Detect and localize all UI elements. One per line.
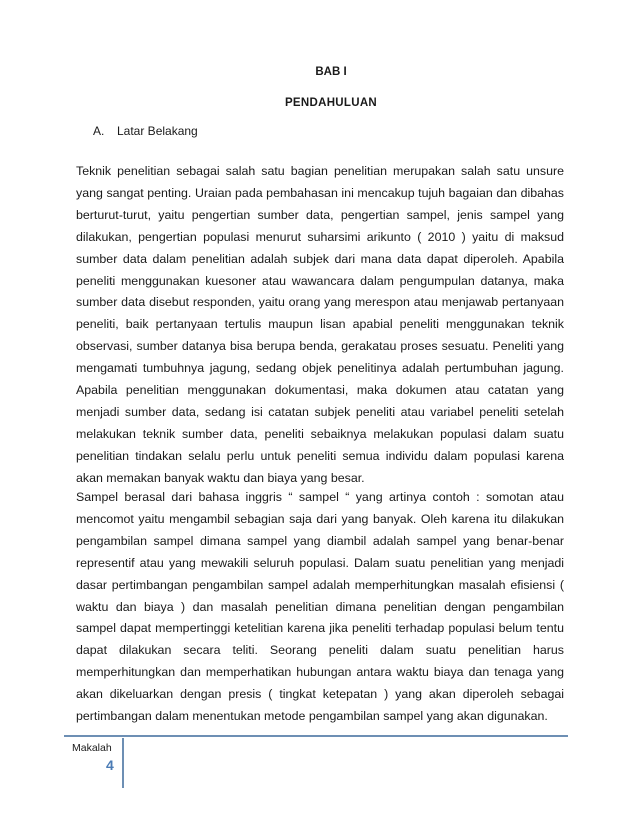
section-heading — [93, 124, 198, 138]
page-number: 4 — [106, 757, 114, 773]
section-title: Latar Belakang — [117, 124, 198, 138]
footer-rule — [64, 735, 568, 737]
body-paragraph-2: Sampel berasal dari bahasa inggris “ sampel “ yang artinya contoh : somotan atau mencomot yaitu mengambil sebagian saja dari yang banyak. Oleh karena itu dilakukan pengambilan sampel dimana sampel yang diambil adalah sampel yang benar-benar representif atau yang mewakili seluruh populasi. Dalam suatu penelitian yang menjadi dasar pertimbangan pengambilan sampel adalah memperhitungkan masalah efisiensi ( waktu dan biaya ) dan masalah penelitian dimana penelitian dengan pengambilan sampel dapat mempertinggi ketelitian karena jika peneliti terhadap populasi belum tentu dapat dilakukan secara teliti. Seorang peneliti dalam suatu penelitian harus memperhitungkan dan memperhatikan hubungan antara waktu biaya dan tenaga yang akan dikeluarkan dengan presis ( tingkat ketepatan ) yang akan diperoleh sebagai pertimbangan dalam menentukan metode pengambilan sampel yang akan digunakan. — [76, 490, 564, 724]
body-paragraph-1: Teknik penelitian sebagai salah satu bagian penelitian merupakan salah satu unsure yang sangat penting. Uraian pada pembahasan ini mencakup tujuh bagaian dan dibahas berturut-turut, yaitu pengertian sumber data, pengertian sampel, jenis sampel yang dilakukan, pengertian populasi menurut suharsimi arikunto ( 2010 ) yaitu di maksud sumber data dalam penelitian adalah subjek dari mana data dapat diperoleh. Apabila peneliti menggunakan kuesoner atau wawancara dalam pengumpulan datanya, maka sumber data disebut responden, yaitu orang yang merespon atau menjawab pertanyaan peneliti, baik pertanyaan tertulis maupun lisan apabial peneliti menggunakan teknik observasi, sumber datanya bisa berupa benda, gerakatau proses sesuatu. Peneliti yang mengamati tumbuhnya jagung, sedang objek penelitinya adalah pertumbuhan jagung. Apabila penelitian menggunakan dokumentasi, maka dokumen atau catatan yang menjadi sumber data, sedang isi catatan subjek peneliti atau variabel peneliti setelah melakukan teknik sumber data, peneliti sebaiknya melakukan populasi dalam suatu penelitian tindakan selalu perlu untuk peneliti semua individu dalam populasi karena akan memakan banyak waktu dan biaya yang besar. — [76, 164, 564, 485]
footer-divider — [122, 738, 124, 788]
chapter-number: BAB I — [315, 66, 347, 78]
section-number: A. — [93, 124, 105, 138]
footer-label: Makalah — [72, 742, 112, 754]
chapter-title: PENDAHULUAN — [284, 97, 378, 109]
